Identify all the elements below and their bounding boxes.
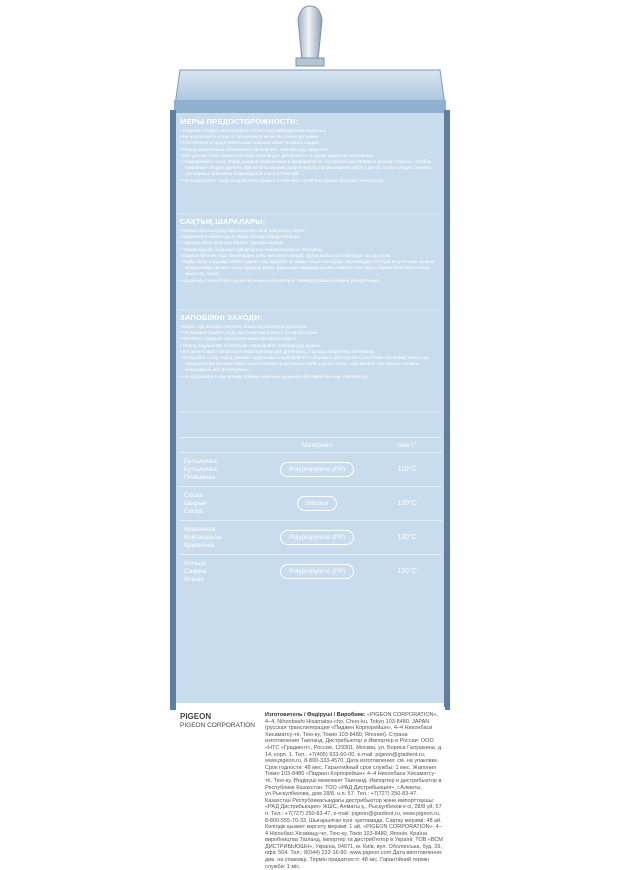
item-name-text: Кольцо Сақина Кільце <box>184 559 207 583</box>
section-title-ru: МЕРЫ ПРЕДОСТОРОЖНОСТИ: <box>180 117 299 126</box>
material-table <box>180 437 442 588</box>
material-pill: Silicone <box>297 496 338 511</box>
material-cell <box>262 555 372 589</box>
manufacturer-heading: Изготовитель / Өндіруші / Виробник: <box>265 712 366 718</box>
box-left-edge <box>170 110 176 710</box>
pigeon-logo: PIGEON <box>180 712 212 721</box>
temp-cell: 120°C <box>372 555 442 589</box>
list-item: • Барлық бөлшектерді балалардың қолы жетпейтін жерде, құрғақ жабық контейнерде сақтау керек. <box>180 252 392 258</box>
item-name-text: Крышечка Қақпақшасы Кришечка <box>184 525 222 549</box>
list-item: • Өнімді ересектердің бақылауымен ғана пайдалану керек. <box>180 228 306 233</box>
nipple-cap <box>298 6 322 60</box>
material-cell <box>262 453 372 487</box>
list-item: • Все детали стоит хранить в недоступном для детей месте, в сухом закрытом контейнере. <box>180 152 375 158</box>
item-name <box>180 487 262 521</box>
material-pill: Polypropylene (PP) <box>280 564 354 579</box>
temp-cell: 110°C <box>372 453 442 487</box>
item-name-text: Соска Шырын Соска <box>184 491 207 515</box>
box-top-shadow <box>174 100 446 113</box>
manufacturer-details: «PIGEON CORPORATION», 4–4, Nihonbashi Hisamatsu-cho, Chuo-ku, Tokyo 103-8480, JAPAN (русская транслитерация «Пиджен Корпорейшн», 4–4 Нихонбаси Хисаматсу-тё, Тюо-ку, Токио 103-8480, Япония). Страна изготовления Таиланд. Дистрибьютор и Импортер в России: ООО «НТС «Градиент», Россия, 129301, Москва, ул. Бориса Галушкина, д. 14, корп. 1. Тел.: +7(495) 933-60-00, e-mail: pigeon@gradient.ru, www.pigeon.ru, 8-800-333-4570. Дата изготовления: см. на упаковке. Срок годности: 48 мес. Гарантийный срок службы: 1 мес. Жапония Токио 103-8480 «Пиджен Корпорейшн» 4–4 Нихонбаси Хисаматсу-тё, Тюо-ку. Өндіруші мемлекет Таиланд. Импортер и дистрибьютор в Республике Казахстан: ТОО «РАД Дистрибьюция», г.Алматы, ул.Рыскулбекова, дом 28/8, н.п. 57. Тел.: +7(727) 250-83-47. Казахстан Республикасындағы дистрибьютор және импорттаушы: «РАД Дистрибьюция» ЖШС, Алматы қ., Рыскұлбеков к-сі, 28/8 үй, 57 п. Тел.: +7(727) 250-83-47, e-mail: pigeon@gradient.ru, www.pigeon.ru, 8-800-555-70-33. Шығарылған күні: қаптамада. Сақтау мерзімі: 48 ай. Кепілдік қызмет көрсету мерзімі: 1 ай. «PIGEON CORPORATION», 4–4 Ніхонбасі Хісамацу-чо, Тюо-ку, Токіо 103-8480, Японія. Країна виробництва Таїланд. Імпортер та дистриб'ютор в Україні: ТОВ «ВСМ ДИСТРИБЬЮШН», Україна, 04071, м. Київ, вул. Оболонська, буд. 29, офіс 504. Тел.: 8(044) 232-16-90. www.pigeon.com Дата виготовлення: див. на упаковці. Термін придатності: 48 міс. Гарантійний термін служби: 1 міс. <box>265 712 443 870</box>
table-row <box>180 487 442 521</box>
list-item: • Тұрақты және ұзақ ему кариес тудыруы мүмкін. <box>180 240 285 246</box>
section-list-ua <box>180 324 435 380</box>
temp-cell: 120°C <box>372 521 442 555</box>
temp-cell: 120°C <box>372 487 442 521</box>
list-item: • Изделие следует использовать только под наблюдением взрослых. <box>180 128 328 133</box>
list-item: • Постоянное и продолжительное сосание может вызвать кариес. <box>180 140 321 146</box>
list-item: • Тамақтандыру алдында сұйықтықтың температурасын тексеріңіз. <box>180 246 324 252</box>
material-pill: Polypropylene (PP) <box>280 462 354 477</box>
item-name <box>180 555 262 589</box>
section-title-ua: ЗАПОБІЖНІ ЗАХОДИ: <box>180 313 263 322</box>
list-item: • Осматривайте соску перед каждым кормлением и проверяйте ее, осторожно растягивая в разные стороны. Особое внимание следует уделять при использовании соски в период прорезывания зубов у детей. Соску следует сменить при первых признаках повреждений или растяжений. <box>180 159 433 177</box>
box-right-edge <box>444 110 450 710</box>
table-header <box>180 438 262 453</box>
list-item: • Әрбір емізу алдында емізікті қарап, оны жұқалап әр жаққа созып тексеріңіз. Балалардың тістерді кесу кезінде шырын қолданғанда ерекше назар аударну керек. Шырынды зақымдануының немесе созылудың бірінші белгілері кезінде ауыстыру керек. <box>180 259 435 277</box>
company-name: PIGEON CORPORATION <box>180 722 255 729</box>
list-item: • Всі деталі варто зберігати в недоступному для дітей місці, в сухому закритому контейнері. <box>180 348 376 354</box>
list-item: • Не подвергайте соску воздействию прямых солнечных лучей или крайне высоких температур. <box>180 177 385 183</box>
table-header: max t° <box>372 438 442 453</box>
nipple-cap-base <box>296 58 324 66</box>
list-item: • Шырынды тікелей күн сәулесінің немесе өте жоғары температураның әсеріне ұшыратпаңыз. <box>180 277 382 283</box>
list-item: • Виріб слід використовувати тільки під наглядом дорослих. <box>180 324 308 329</box>
item-name <box>180 453 262 487</box>
list-item: • Постійне і тривале смоктання може викликати карієс. <box>180 336 298 342</box>
list-item: • Шөлмектегі емізікті қуыс емізік ретінде пайдаланбаңыз. <box>180 234 302 240</box>
material-cell <box>262 487 372 521</box>
table-header: Материал <box>262 438 372 453</box>
section-list-kz <box>180 228 435 284</box>
material-cell <box>262 521 372 555</box>
list-item: • Перед кормлением обязательно проверяйте температуру жидкости. <box>180 146 329 152</box>
item-name-text: Бутылочка Бутылочка Пляшечка <box>184 457 217 481</box>
list-item: • Не використовуйте соску від пляшечки в якості соски-пустушки. <box>180 330 319 336</box>
table-row <box>180 555 442 589</box>
item-name <box>180 521 262 555</box>
list-item: • Оглядайте соску перед кожним годуванням і перевіряйте її, обережно розтягуючи в різні боки. Особливу увагу слід приділяти при використанні соски в період прорізування зубів у дітей. Соску слід змінити при перших ознаках пошкоджень або розтягувань. <box>180 355 429 373</box>
list-item: • Не піддавайте соску впливу прямих сонячних променів або вкрай високих температур. <box>180 373 369 379</box>
section-title-kz: САҚТЫҚ ШАРАЛАРЫ: <box>180 217 266 226</box>
table-row <box>180 453 442 487</box>
table-row <box>180 521 442 555</box>
material-pill: Polypropylene (PP) <box>280 530 354 545</box>
list-item: • Перед годуванням обов'язково перевіряйте температуру рідини. <box>180 342 321 348</box>
manufacturer-text <box>265 712 443 870</box>
list-item: • Не используйте соску от бутылочки в качестве соски-пустышки. <box>180 134 320 140</box>
section-list-ru <box>180 128 435 184</box>
